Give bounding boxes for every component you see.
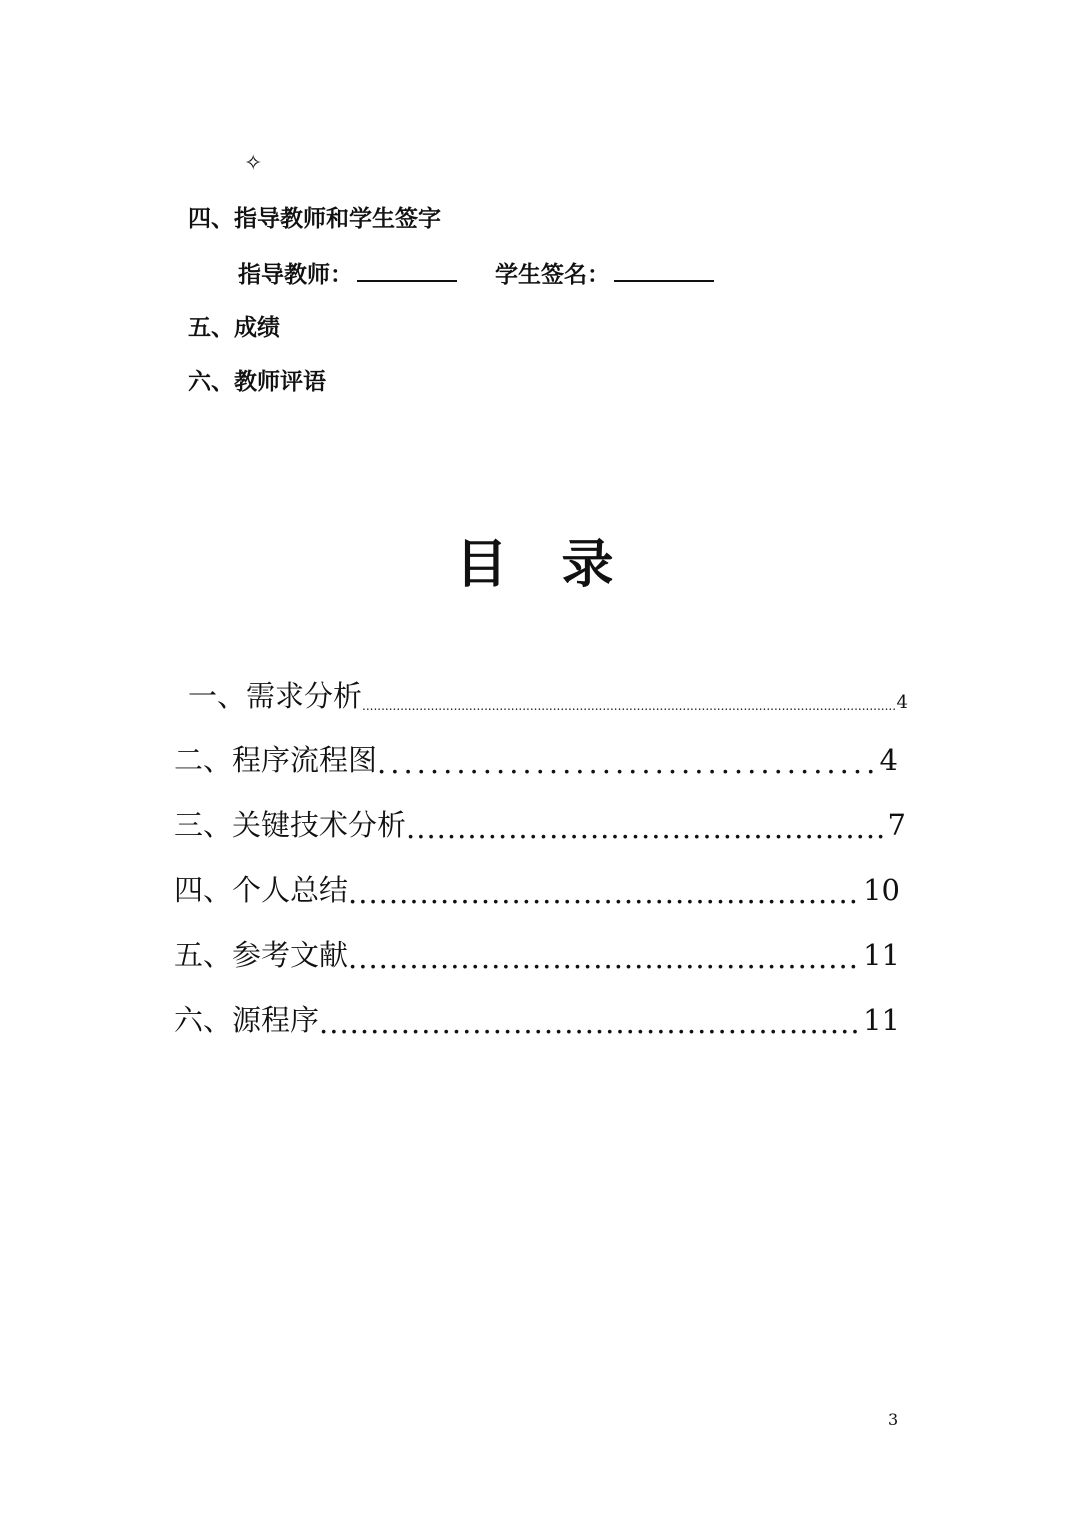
toc-entry-page: 4 xyxy=(896,692,908,713)
toc-entry[interactable] xyxy=(174,738,898,778)
toc-dot-leader xyxy=(377,748,878,778)
teacher-signature-label: 指导教师： xyxy=(238,261,353,288)
toc-entry[interactable] xyxy=(174,868,900,908)
toc-dot-leader xyxy=(348,943,861,973)
section-heading-comments: 六、教师评语 xyxy=(188,368,326,395)
toc-entry-label: 六、源程序 xyxy=(174,1003,320,1037)
toc-entry-page: 7 xyxy=(887,808,906,842)
section-heading-signatures: 四、指导教师和学生签字 xyxy=(188,205,441,232)
toc-dot-leader xyxy=(348,878,861,908)
page-number: 3 xyxy=(888,1410,899,1429)
toc-entry-page: 11 xyxy=(863,938,900,972)
diamond-bullet-icon: ✧ xyxy=(244,151,263,176)
toc-title: 目 录 xyxy=(455,534,632,595)
toc-entry[interactable] xyxy=(188,674,908,714)
section-heading-grade: 五、成绩 xyxy=(188,314,280,341)
toc-entry-label: 二、程序流程图 xyxy=(174,743,378,777)
teacher-signature-blank xyxy=(357,256,457,282)
toc-entry[interactable] xyxy=(174,998,900,1038)
toc-entry-label: 一、需求分析 xyxy=(188,679,363,713)
toc-dot-leader xyxy=(319,1008,861,1038)
signature-row xyxy=(238,256,714,291)
toc-entry-page: 11 xyxy=(863,1003,900,1037)
toc-entry-page: 4 xyxy=(879,743,898,777)
toc-entry-label: 四、个人总结 xyxy=(174,873,349,907)
toc-entry-page: 10 xyxy=(863,873,900,907)
toc-entry-label: 五、参考文献 xyxy=(174,938,349,972)
toc-entry[interactable] xyxy=(174,803,906,843)
toc-entry-label: 三、关键技术分析 xyxy=(174,808,407,842)
toc-dot-leader xyxy=(406,813,886,843)
student-signature-blank xyxy=(614,256,714,282)
student-signature-label: 学生签名： xyxy=(495,261,610,288)
toc-entry[interactable] xyxy=(174,933,900,973)
toc-dot-leader xyxy=(362,698,895,714)
